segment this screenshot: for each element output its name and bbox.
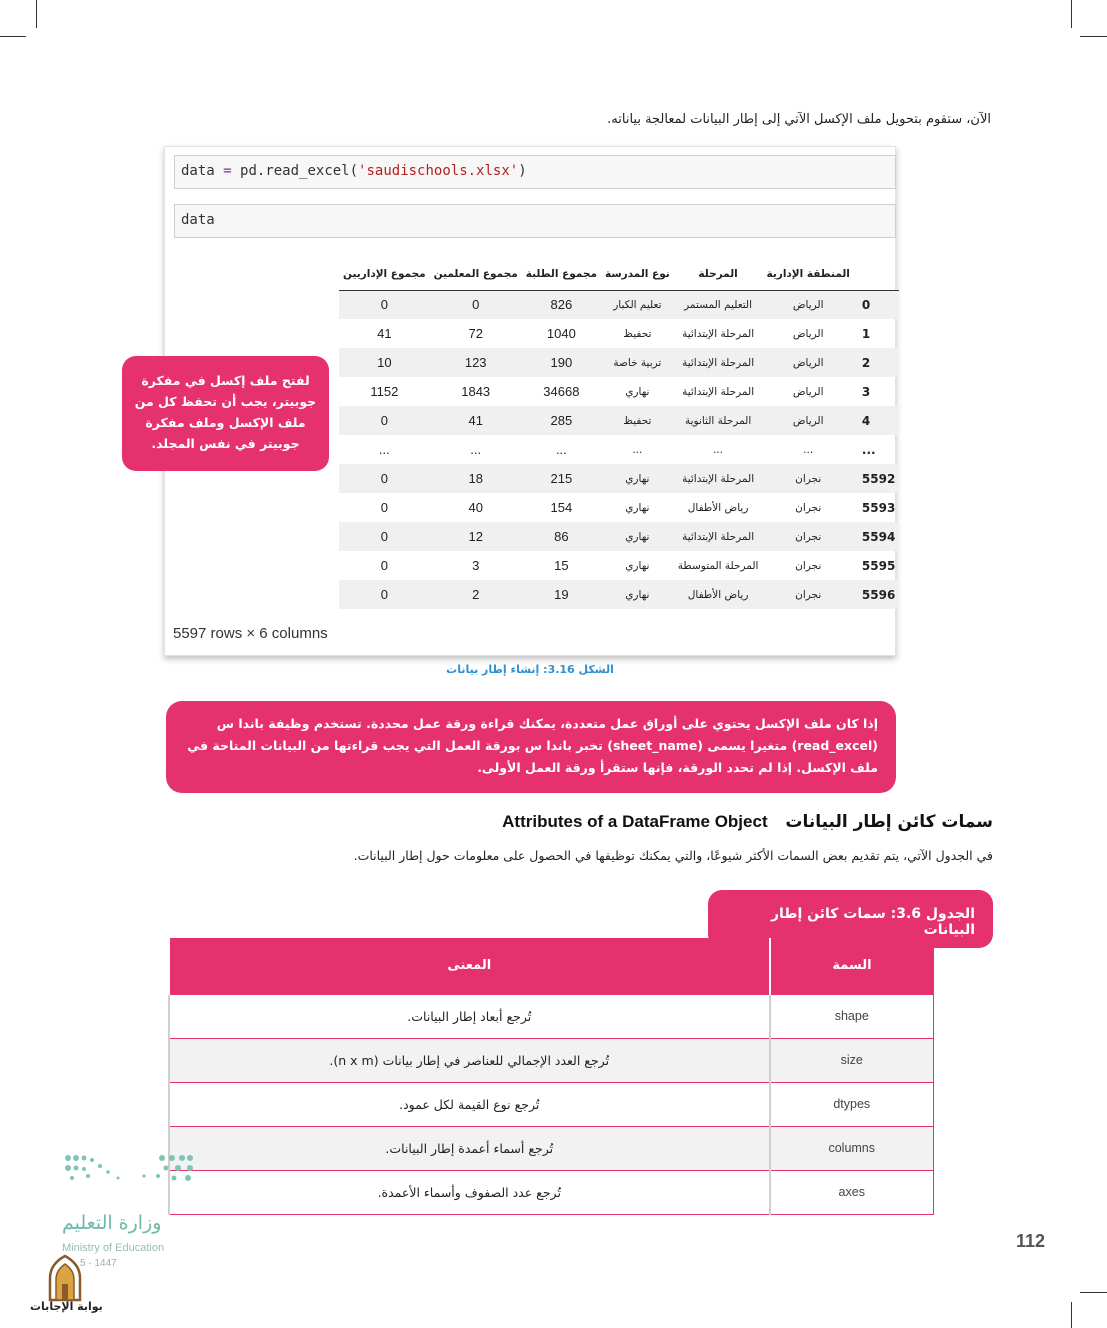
attribute-meaning: تُرجع عدد الصفوف وأسماء الأعمدة. <box>169 1170 770 1214</box>
attribute-term: columns <box>770 1126 934 1170</box>
crop-mark <box>36 0 37 28</box>
row-index: 5593 <box>861 500 896 515</box>
site-name: بوابة الإجابات <box>30 1300 103 1313</box>
code-var: data <box>181 163 215 179</box>
cell-admins: 10 <box>377 355 392 370</box>
intro-text: الآن، ستقوم بتحويل ملف الإكسل الآتي إلى إطار البيانات لمعالجة بياناته. <box>607 112 991 127</box>
cell-school-type: نهاري <box>625 501 650 514</box>
cell-admins: 0 <box>380 558 388 573</box>
cell-teachers: 40 <box>468 500 483 515</box>
cell-region: نجران <box>795 472 822 485</box>
code-string: 'saudischools.xlsx' <box>358 163 519 179</box>
row-index: ... <box>861 442 876 457</box>
cell-stage: التعليم المستمر <box>684 298 753 311</box>
section-paragraph: في الجدول الآتي، يتم تقديم بعض السمات الأكثر شيوعًا، والتي يمكنك توظيفها في الحصول على معلومات حول إطار البيانات. <box>353 848 993 863</box>
cell-students: 285 <box>550 413 573 428</box>
dataframe-row <box>339 580 899 609</box>
cell-stage: المرحلة الإبتدائية <box>682 385 755 398</box>
cell-students: ... <box>555 442 567 457</box>
cell-school-type: تعليم الكبار <box>613 298 662 311</box>
cell-admins: 0 <box>380 413 388 428</box>
cell-school-type: تحفيظ <box>623 327 652 340</box>
crop-mark <box>1071 1302 1072 1328</box>
cell-teachers: 123 <box>464 355 487 370</box>
code-cell-read-excel <box>174 155 896 189</box>
attribute-term: shape <box>770 994 934 1038</box>
attribute-meaning: تُرجع أسماء أعمدة إطار البيانات. <box>169 1126 770 1170</box>
cell-stage: المرحلة الإبتدائية <box>682 356 755 369</box>
cell-admins: 41 <box>377 326 392 341</box>
index-header <box>854 259 899 290</box>
tip-callout: لفتح ملف إكسل في مفكرة جوبيتر، يجب أن تحفظ كل من ملف الإكسل وملف مفكرة جوبيتر في نفس المجلد. <box>122 356 329 471</box>
ministry-year: 5 - 1447 <box>80 1258 117 1269</box>
dataframe-row <box>339 551 899 580</box>
cell-stage: رياض الأطفال <box>687 588 749 601</box>
cell-teachers: 12 <box>468 529 483 544</box>
attribute-row <box>169 1170 934 1214</box>
dataframe-row <box>339 522 899 551</box>
ministry-name-ar: وزارة التعليم <box>62 1212 162 1234</box>
header-meaning: المعنى <box>169 938 770 994</box>
column-header: نوع المدرسة <box>601 259 674 290</box>
cell-teachers: 0 <box>472 297 480 313</box>
row-index: 4 <box>861 413 871 428</box>
cell-teachers: 3 <box>472 558 480 573</box>
attribute-meaning: تُرجع نوع القيمة لكل عمود. <box>169 1082 770 1126</box>
code-call: pd.read_excel( <box>240 163 359 179</box>
cell-region: نجران <box>795 530 822 543</box>
column-header: مجموع الإداريين <box>339 259 430 290</box>
cell-students: 215 <box>550 471 573 486</box>
column-header: مجموع الطلبة <box>522 259 601 290</box>
cell-admins: 0 <box>380 297 388 313</box>
cell-admins: 0 <box>380 529 388 544</box>
attribute-row <box>169 1126 934 1170</box>
dataframe-row <box>339 435 899 464</box>
page-number: 112 <box>1016 1231 1046 1251</box>
cell-students: 1040 <box>546 326 576 341</box>
dataframe-row <box>339 377 899 406</box>
row-index: 2 <box>861 355 871 370</box>
cell-admins: 0 <box>380 587 388 602</box>
crop-mark <box>0 36 26 37</box>
cell-admins: 0 <box>380 471 388 486</box>
crop-mark <box>1080 36 1107 37</box>
cell-school-type: تحفيظ <box>623 414 652 427</box>
attribute-row <box>169 994 934 1038</box>
dataframe-row <box>339 290 899 319</box>
note-banner: إذا كان ملف الإكسل يحتوي على أوراق عمل متعددة، يمكنك قراءة ورقة عمل محددة. تستخدم وظيفة باندا س (read_excel) متغيرا يسمى (sheet_name) تخبر باندا س بورقة العمل التي يجب قراءتها من البيانات المتاحة في ملف الإكسل. إذا لم تحدد الورقة، فإنها ستقرأ ورقة العمل الأولى. <box>166 701 896 793</box>
shape-note: 5597 rows × 6 columns <box>173 625 328 642</box>
cell-teachers: ... <box>470 442 482 457</box>
cell-stage: المرحلة الإبتدائية <box>682 327 755 340</box>
cell-stage: ... <box>713 443 724 456</box>
cell-students: 190 <box>550 355 573 370</box>
section-heading <box>373 812 993 832</box>
cell-region: نجران <box>795 588 822 601</box>
attributes-header <box>169 938 934 994</box>
cell-stage: المرحلة الإبتدائية <box>682 472 755 485</box>
cell-stage: المرحلة المتوسطة <box>677 559 759 572</box>
row-index: 5592 <box>861 471 896 486</box>
cell-stage: رياض الأطفال <box>687 501 749 514</box>
dataframe-row <box>339 406 899 435</box>
code-cell-data <box>174 204 896 238</box>
cell-region: نجران <box>795 501 822 514</box>
cell-teachers: 2 <box>472 587 480 602</box>
cell-school-type: نهاري <box>625 588 650 601</box>
cell-school-type: ... <box>632 443 643 456</box>
attribute-row <box>169 1082 934 1126</box>
cell-school-type: نهاري <box>625 530 650 543</box>
cell-stage: المرحلة الإبتدائية <box>682 530 755 543</box>
attribute-row <box>169 1038 934 1082</box>
attribute-meaning: تُرجع أبعاد إطار البيانات. <box>169 994 770 1038</box>
row-index: 1 <box>861 326 871 341</box>
crop-mark <box>1071 0 1072 28</box>
cell-admins: 1152 <box>370 384 399 399</box>
row-index: 5594 <box>861 529 896 544</box>
header-attribute: السمة <box>770 938 934 994</box>
row-index: 5596 <box>861 587 896 602</box>
cell-admins: ... <box>378 442 390 457</box>
column-header: المرحلة <box>674 259 763 290</box>
cell-stage: المرحلة الثانوية <box>684 414 752 427</box>
attributes-table <box>168 938 934 1215</box>
crop-mark <box>1080 1292 1107 1293</box>
dataframe-row <box>339 493 899 522</box>
cell-region: الرياض <box>792 356 824 369</box>
row-index: 5595 <box>861 558 896 573</box>
column-header: المنطقة الإدارية <box>762 259 853 290</box>
cell-teachers: 18 <box>468 471 483 486</box>
row-index: 0 <box>861 297 871 312</box>
ministry-name-en: Ministry of Education <box>62 1242 165 1254</box>
attribute-term: axes <box>770 1170 934 1214</box>
attribute-term: size <box>770 1038 934 1082</box>
cell-region: الرياض <box>792 298 824 311</box>
cell-school-type: تربية خاصة <box>613 356 662 369</box>
cell-school-type: نهاري <box>625 559 650 572</box>
heading-arabic: سمات كائن إطار البيانات <box>785 812 993 832</box>
row-index: 3 <box>861 384 871 399</box>
attribute-term: dtypes <box>770 1082 934 1126</box>
cell-students: 154 <box>550 500 573 515</box>
cell-region: الرياض <box>792 327 824 340</box>
attribute-meaning: تُرجع العدد الإجمالي للعناصر في إطار بيانات (n x m). <box>169 1038 770 1082</box>
code-var: data <box>181 212 215 228</box>
cell-region: الرياض <box>792 385 824 398</box>
cell-school-type: نهاري <box>625 385 650 398</box>
code-operator: = <box>223 163 232 179</box>
cell-students: 19 <box>554 587 569 602</box>
cell-students: 15 <box>554 558 569 573</box>
dataframe-row <box>339 348 899 377</box>
ministry-logo-dots <box>62 1152 202 1202</box>
dataframe-output <box>339 259 899 609</box>
dataframe-header <box>339 259 899 290</box>
cell-teachers: 41 <box>468 413 483 428</box>
heading-english: Attributes of a DataFrame Object <box>502 812 768 831</box>
cell-region: نجران <box>795 559 822 572</box>
cell-students: 86 <box>554 529 569 544</box>
column-header: مجموع المعلمين <box>430 259 522 290</box>
gate-logo-icon <box>44 1254 86 1302</box>
cell-region: الرياض <box>792 414 824 427</box>
cell-students: 826 <box>550 297 573 313</box>
dataframe-row <box>339 319 899 348</box>
table-title: الجدول 3.6: سمات كائن إطار البيانات <box>708 890 993 948</box>
cell-region: ... <box>803 443 814 456</box>
cell-students: 34668 <box>543 384 580 399</box>
dataframe-row <box>339 464 899 493</box>
code-close: ) <box>518 163 527 179</box>
figure-caption: الشكل 3.16: إنشاء إطار بيانات <box>446 663 614 676</box>
cell-admins: 0 <box>380 500 388 515</box>
cell-school-type: نهاري <box>625 472 650 485</box>
cell-teachers: 72 <box>468 326 483 341</box>
cell-teachers: 1843 <box>461 384 491 399</box>
